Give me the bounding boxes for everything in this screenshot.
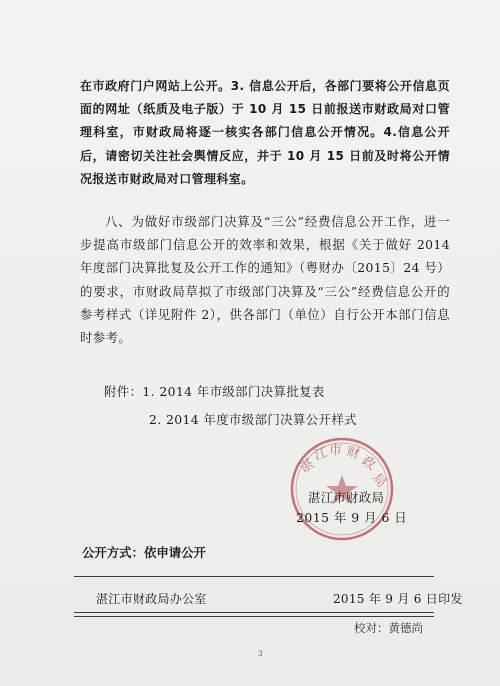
signature-unit: 湛江市财政局	[308, 490, 385, 505]
svg-text:政: 政	[358, 453, 378, 474]
disclosure-mode: 公开方式：依申请公开	[82, 545, 206, 560]
footer-issuer: 湛江市财政局办公室	[96, 592, 207, 606]
proofreader: 校对：黄德尚	[354, 621, 423, 635]
svg-text:江: 江	[312, 445, 330, 464]
paragraph-continuation: 在市政府门户网站上公开。3. 信息公开后，各部门要将公开信息页面的网址（纸质及电子版）于 10 月 15 日前报送市财政局对口管理科室，市财政局将逐一核实各部门信息公开情况。4.信息公开后，请密切关注社会舆情反应，并于 10 月 15 日前及时将公开情况报送市财政局对口管理科室。	[80, 79, 450, 186]
paragraph-section-eight: 八、为做好市级部门决算及“三公”经费信息公开工作，进一步提高市级部门信息公开的效率和效果，根据《关于做好 2014 年度部门决算批复及公开工作的通知》（粤财办〔2015〕24 号）的要求，市财政局草拟了市级部门决算及“三公”经费信息公开的参考样式（详见附件 2），供各部门（单位）自行公开本部门信息时参考。	[80, 214, 450, 346]
svg-text:财: 财	[344, 444, 362, 463]
footer-issue-date: 2015 年 9 月 6 日印发	[333, 592, 463, 606]
footer-bottom-rule	[74, 612, 434, 613]
svg-text:局: 局	[368, 470, 389, 491]
footer-top-rule	[74, 576, 434, 577]
svg-text:湛: 湛	[297, 456, 317, 477]
footer-bottom-rule-2	[74, 616, 434, 617]
page-number: 3	[258, 650, 263, 658]
signature-date: 2015 年 9 月 6 日	[296, 510, 408, 525]
svg-text:市: 市	[329, 443, 343, 458]
attachment-item-1: 附件：1. 2014 年市级部门决算批复表	[104, 384, 325, 399]
attachment-item-2: 2. 2014 年度市级部门决算公开样式	[149, 412, 357, 427]
